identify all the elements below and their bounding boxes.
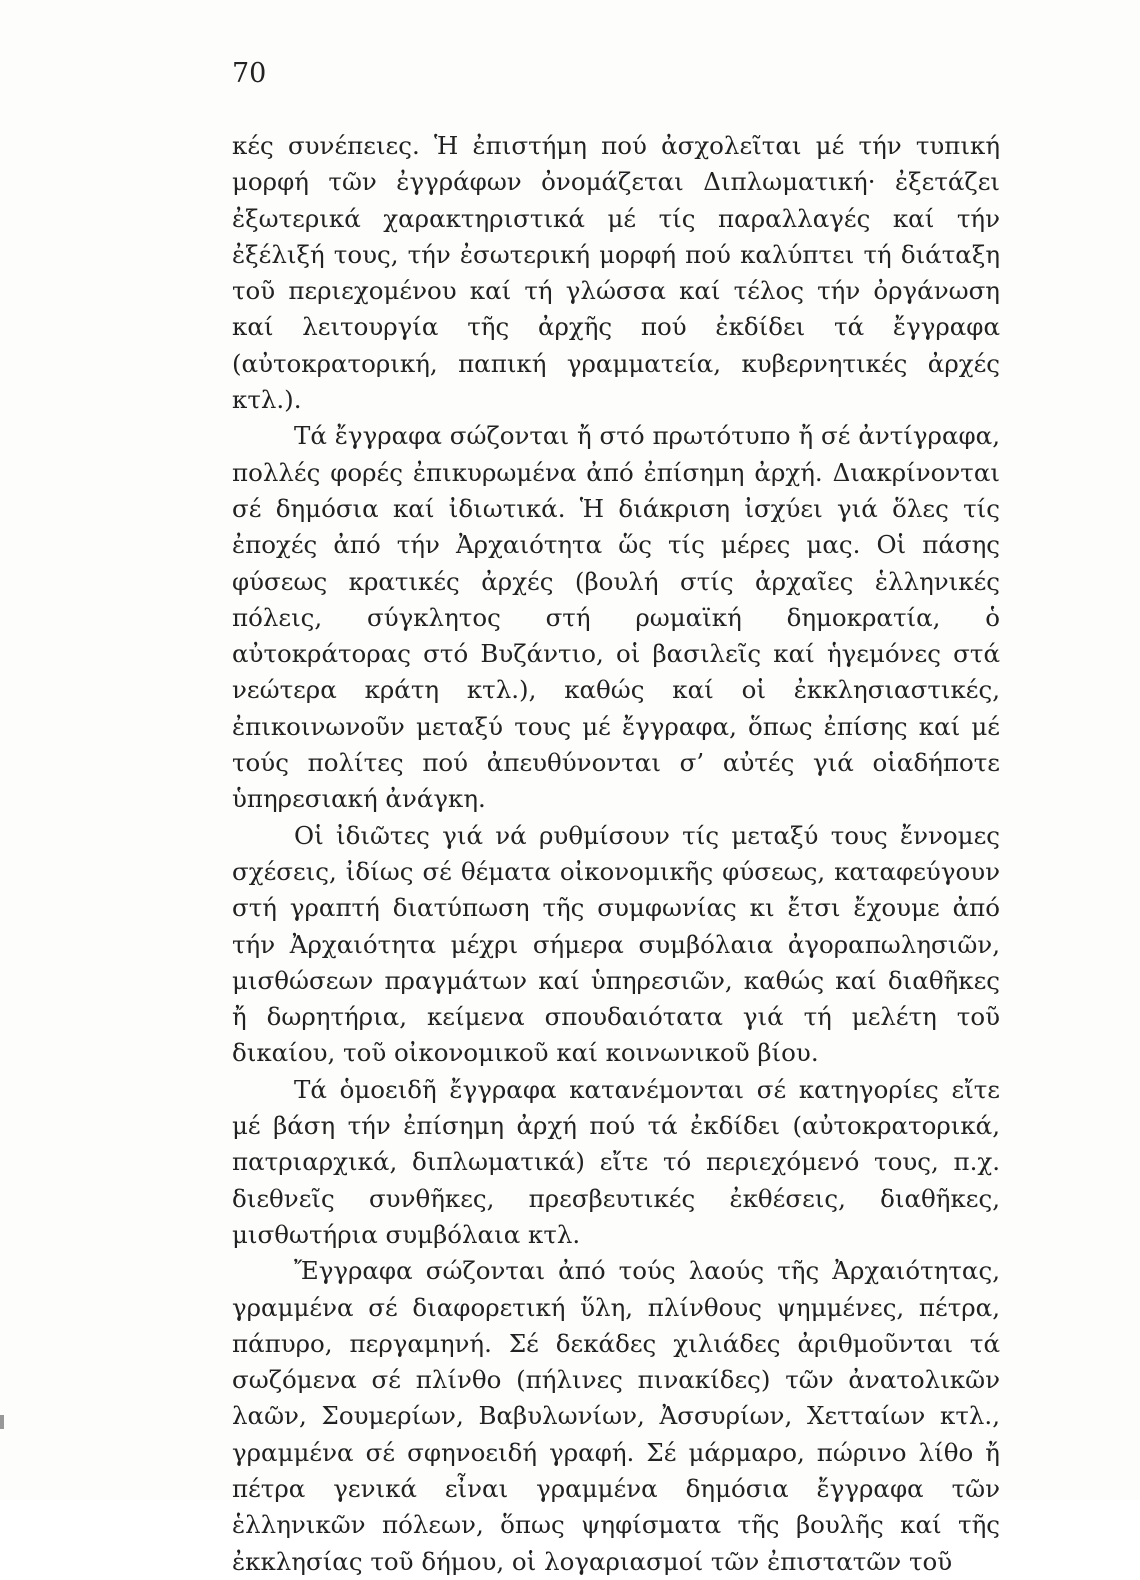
paragraph-3: Οἱ ἰδιῶτες γιά νά ρυθμίσουν τίς μεταξύ τους ἔννομες σχέσεις, ἰδίως σέ θέματα οἰκονομικῆς φύσεως, καταφεύγουν στή γραπτή διατύπωση τῆς συμφωνίας κι ἔτσι ἔχουμε ἀπό τήν Ἀρχαιότητα μέχρι σήμερα συμβόλαια ἀγοραπωλησιῶν, μισθώσεων πραγμάτων καί ὑπηρεσιῶν, καθώς καί διαθῆκες ἤ δωρητήρια, κείμενα σπουδαιότατα γιά τή μελέτη τοῦ δικαίου, τοῦ οἰκονομικοῦ καί κοινωνικοῦ βίου. [232,820,1000,1068]
paragraph-2: Τά ἔγγραφα σώζονται ἤ στό πρωτότυπο ἤ σέ ἀντίγραφα, πολλές φορές ἐπικυρωμένα ἀπό ἐπίσημη ἀρχή. Διακρίνονται σέ δημόσια καί ἰδιωτικά. Ἡ διάκριση ἰσχύει γιά ὅλες τίς ἐποχές ἀπό τήν Ἀρχαιότητα ὥς τίς μέρες μας. Οἱ πάσης φύσεως κρατικές ἀρχές (βουλή στίς ἀρχαῖες ἑλληνικές πόλεις, σύγκλητος στή ρωμαϊκή δημοκρατία, ὁ αὐτοκράτορας στό Βυζάντιο, οἱ βασιλεῖς καί ἡγεμόνες στά νεώτερα κράτη κτλ.), καθώς καί οἱ ἐκκλησιαστικές, ἐπικοινωνοῦν μεταξύ τους μέ ἔγγραφα, ὅπως ἐπίσης καί μέ τούς πολίτες πού ἀπευθύνονται σ’ αὐτές γιά οἱαδήποτε ὑπηρεσιακή ἀνάγκη. [232,421,1000,814]
paragraph-1: κές συνέπειες. Ἡ ἐπιστήμη πού ἀσχολεῖται μέ τήν τυπική μορφή τῶν ἐγγράφων ὀνομάζεται Διπλωματική· ἐξετάζει ἐξωτερικά χαρακτηριστικά μέ τίς παραλλαγές καί τήν ἐξέλιξή τους, τήν ἐσωτερική μορφή πού καλύπτει τή διάταξη τοῦ περιεχομένου καί τή γλώσσα καί τέλος τήν ὀργάνωση καί λειτουργία τῆς ἀρχῆς πού ἐκδίδει τά ἔγγραφα (αὐτοκρατορική, παπική γραμματεία, κυβερνητικές ἀρχές κτλ.). [232,131,1000,415]
margin-ink-mark [0,1415,4,1429]
paragraph-5: Ἔγγραφα σώζονται ἀπό τούς λαούς τῆς Ἀρχαιότητας, γραμμένα σέ διαφορετική ὕλη, πλίνθους ψημμένες, πέτρα, πάπυρο, περγαμηνή. Σέ δεκάδες χιλιάδες ἀριθμοῦνται τά σωζόμενα σέ πλίνθο (πήλινες πινακίδες) τῶν ἀνατολικῶν λαῶν, Σουμερίων, Βαβυλωνίων, Ἀσσυρίων, Χετταίων κτλ., γραμμένα σέ σφηνοειδή γραφή. Σέ μάρμαρο, πώρινο λίθο ἤ πέτρα γενικά εἶναι γραμμένα δημόσια ἔγγραφα τῶν ἑλληνικῶν πόλεων, ὅπως ψηφίσματα τῆς βουλῆς καί τῆς ἐκκλησίας τοῦ δήμου, οἱ λογαριασμοί τῶν ἐπιστατῶν τοῦ [232,1256,1000,1576]
body-text [232,128,1000,1580]
page-number: 70 [232,58,267,89]
paragraph-4: Τά ὁμοειδῆ ἔγγραφα κατανέμονται σέ κατηγορίες εἴτε μέ βάση τήν ἐπίσημη ἀρχή πού τά ἐκδίδει (αὐτοκρατορικά, πατριαρχικά, διπλωματικά) εἴτε τό περιεχόμενό τους, π.χ. διεθνεῖς συνθῆκες, πρεσβευτικές ἐκθέσεις, διαθῆκες, μισθωτήρια συμβόλαια κτλ. [232,1074,1000,1249]
